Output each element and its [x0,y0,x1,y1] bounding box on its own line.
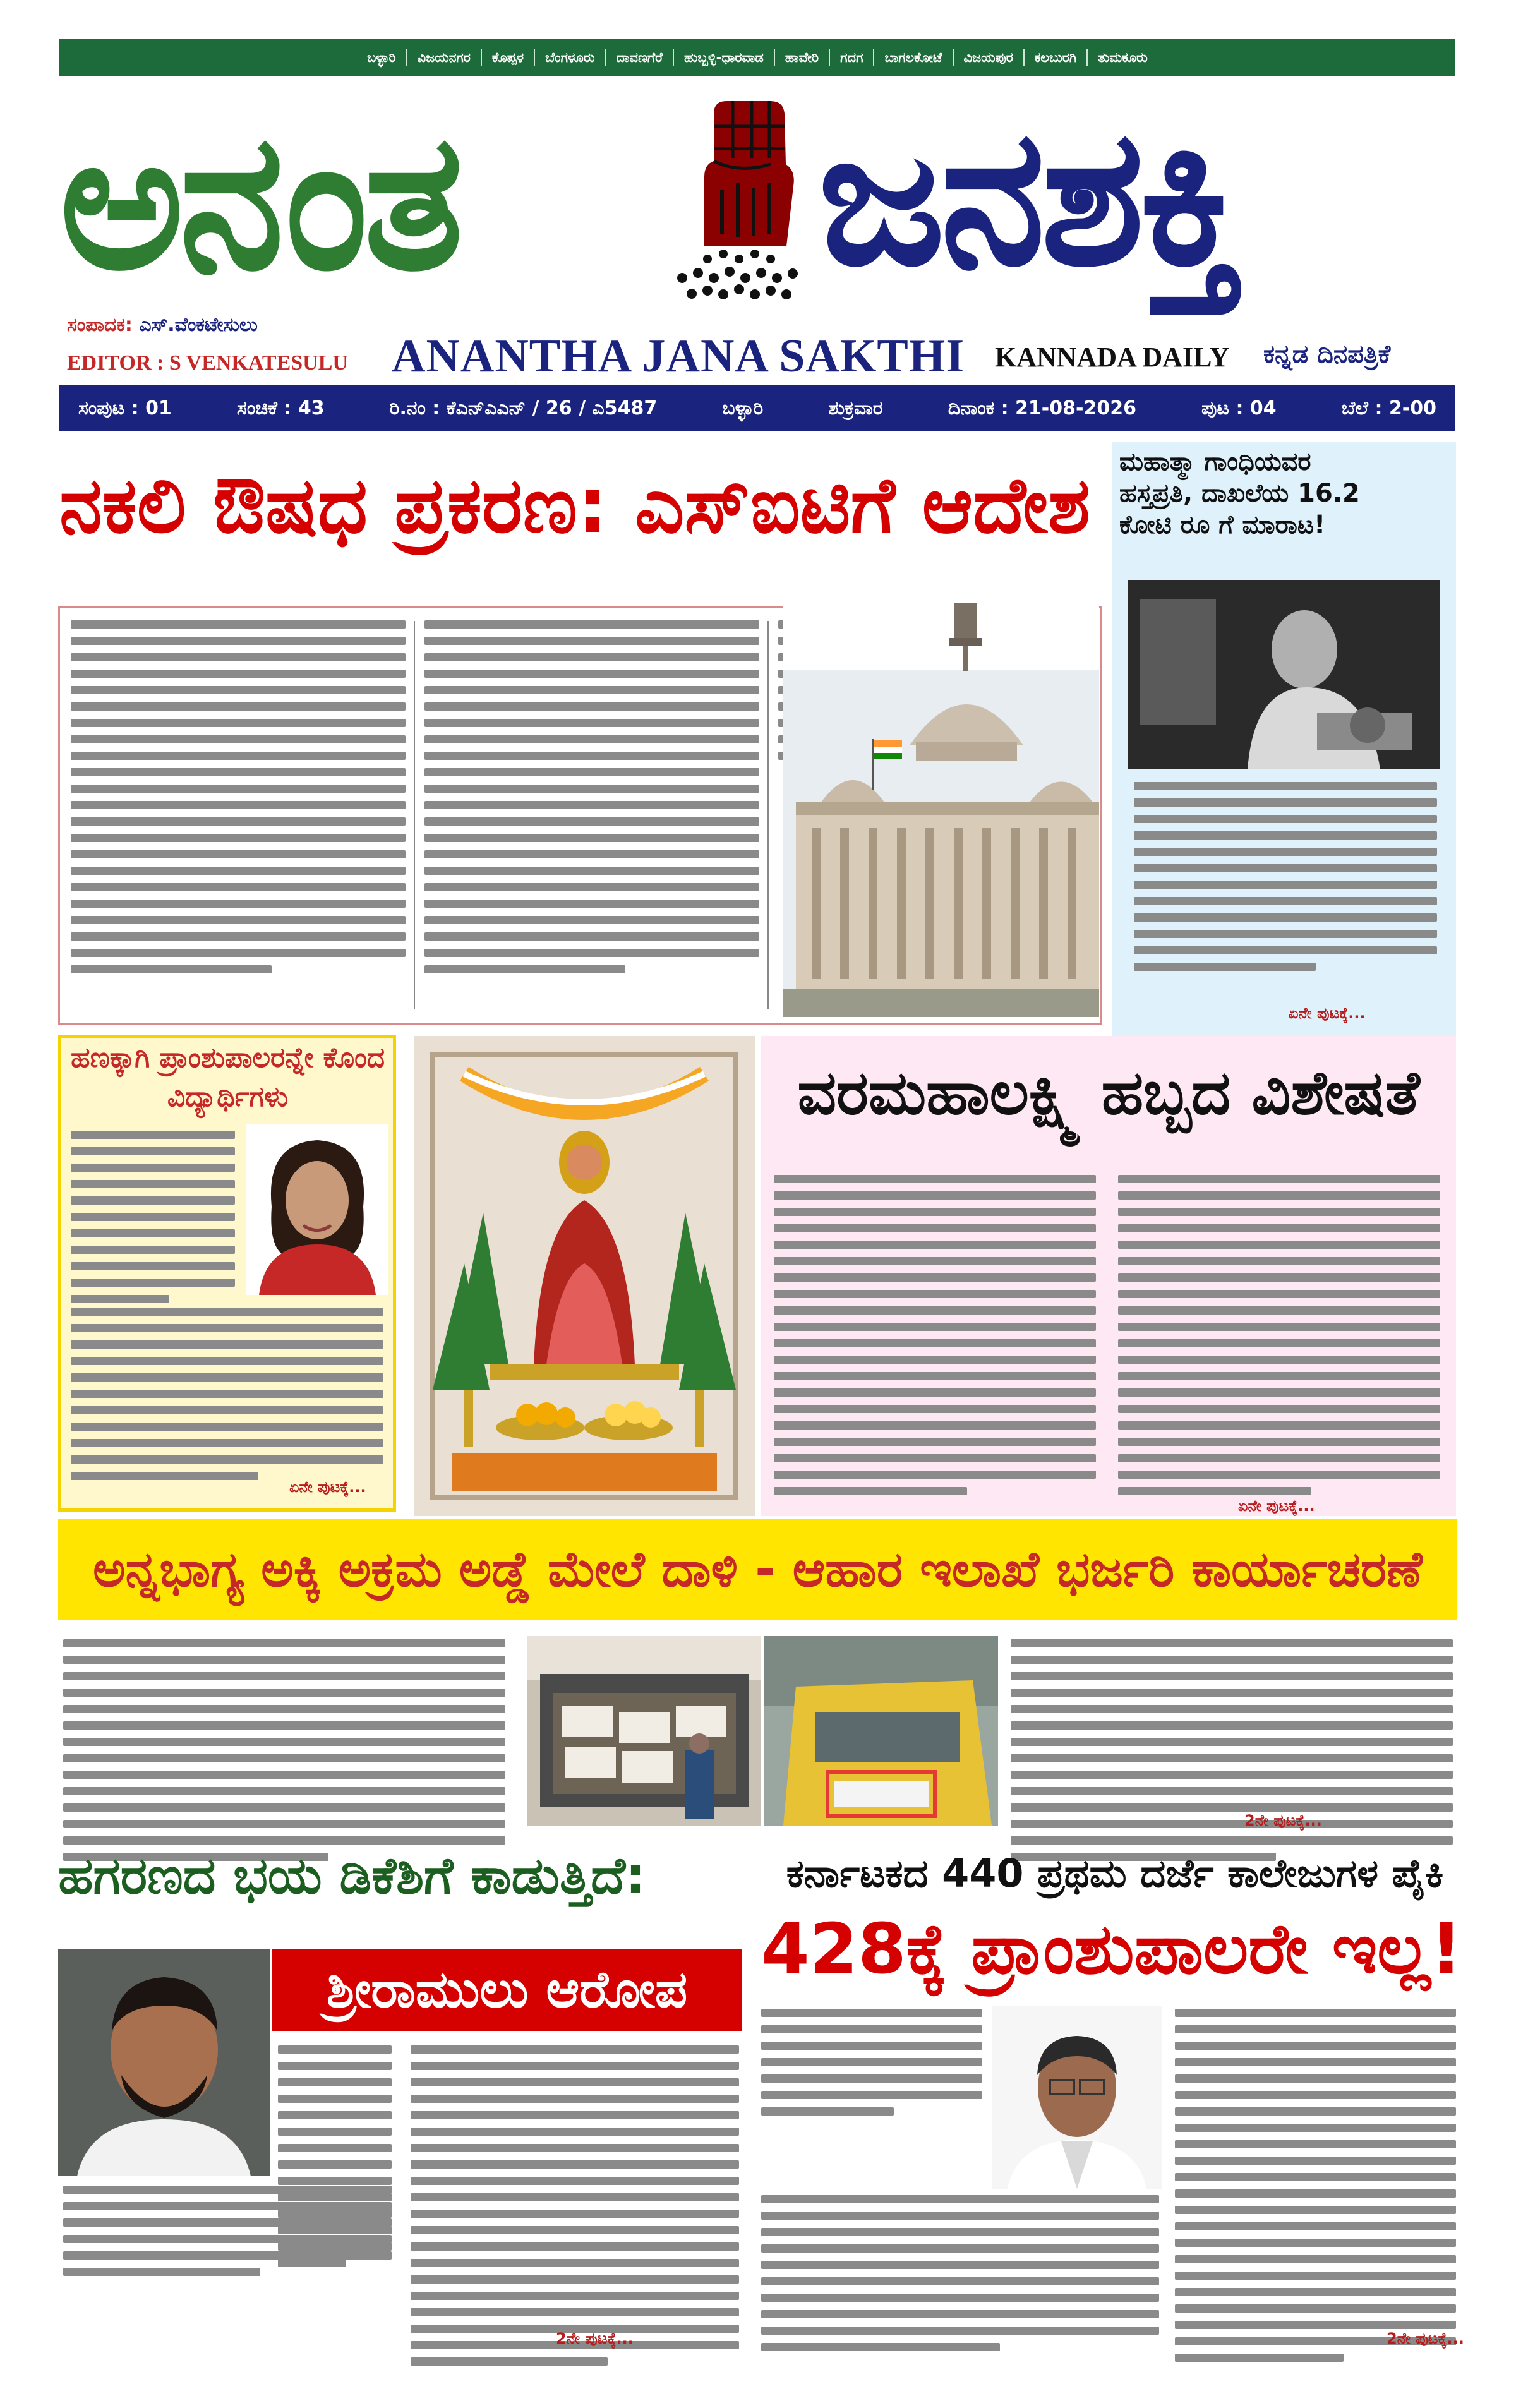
text-line-placeholder [411,2111,739,2119]
text-line-placeholder [761,2025,982,2033]
text-line-placeholder [774,1224,1096,1232]
text-line-placeholder [71,1406,383,1414]
paper-name-english: ANANTHA JANA SAKTHI [392,330,965,382]
text-line-placeholder [1118,1273,1440,1282]
text-line-placeholder [761,2009,982,2017]
gandhi-text [1134,782,1437,971]
colleges-text-col-1-bottom [761,2195,1159,2351]
text-line-placeholder [411,2144,739,2152]
text-line-placeholder [1175,2009,1456,2017]
text-line-placeholder [411,2259,739,2267]
text-line-placeholder [774,1323,1096,1331]
masthead-title-right: ಜನಶಕ್ತಿ [818,87,1239,308]
text-line-placeholder [1175,2173,1456,2181]
district-item: ವಿಜಯಪುರ [954,49,1025,66]
text-line-placeholder [411,2357,608,2366]
place: ಬಳ್ಳಾರಿ [722,397,764,419]
text-line-placeholder [1134,897,1437,905]
text-line-placeholder [71,670,406,678]
text-line-placeholder [1175,2239,1456,2247]
text-line-placeholder [71,1131,235,1139]
text-line-placeholder [411,2275,739,2284]
text-line-placeholder [424,801,759,809]
text-line-placeholder [774,1339,1096,1347]
editor-label: ಸಂಪಾದಕ: [67,314,133,336]
text-line-placeholder [761,2058,982,2066]
text-line-placeholder [1134,913,1437,922]
text-line-placeholder [1175,2255,1456,2263]
text-line-placeholder [71,719,406,727]
murder-continued: ಏನೇ ಪುಟಕ್ಕೆ... [289,1478,366,1496]
text-line-placeholder [71,637,406,645]
principal-photo [246,1124,388,1295]
text-line-placeholder [63,1787,505,1795]
text-line-placeholder [774,1306,1096,1315]
text-line-placeholder [424,719,759,727]
text-line-placeholder [1011,1705,1453,1713]
text-line-placeholder [63,2235,392,2243]
text-line-placeholder [774,1241,1096,1249]
text-line-placeholder [71,1308,383,1316]
text-line-placeholder [411,2160,739,2169]
text-line-placeholder [1118,1356,1440,1364]
text-line-placeholder [71,867,406,875]
text-line-placeholder [1118,1290,1440,1298]
text-line-placeholder [71,1439,383,1447]
district-item: ಹುಬ್ಬಳ್ಳಿ-ಧಾರವಾಡ [674,49,775,66]
text-line-placeholder [71,1180,235,1188]
text-line-placeholder [1175,2222,1456,2230]
text-line-placeholder [1011,1672,1453,1680]
text-line-placeholder [424,768,759,776]
text-line-placeholder [1011,1689,1453,1697]
sriramulu-subhead: ಶ್ರೀರಾಮುಲು ಆರೋಪ [272,1949,742,2031]
text-line-placeholder [761,2310,1159,2318]
text-line-placeholder [278,2177,392,2185]
rice-text-col-2 [1011,1639,1453,1861]
text-line-placeholder [761,2343,1000,2351]
text-line-placeholder [774,1438,1096,1446]
rice-truck-photo [527,1636,761,1826]
text-line-placeholder [278,2095,392,2103]
text-line-placeholder [63,1754,505,1762]
text-line-placeholder [1175,2189,1456,2198]
text-line-placeholder [1134,864,1437,872]
text-line-placeholder [761,2228,1159,2236]
text-line-placeholder [1134,848,1437,856]
text-line-placeholder [71,965,272,973]
text-line-placeholder [1134,815,1437,823]
text-line-placeholder [1011,1787,1453,1795]
text-line-placeholder [71,735,406,743]
text-line-placeholder [411,2045,739,2054]
text-line-placeholder [71,834,406,842]
text-line-placeholder [278,2111,392,2119]
text-line-placeholder [774,1175,1096,1183]
text-line-placeholder [71,801,406,809]
text-line-placeholder [278,2045,392,2054]
text-line-placeholder [1118,1339,1440,1347]
drugs-headline: ನಕಲಿ ಔಷಧ ಪ್ರಕರಣ: ಎಸ್‌ಐಟಿಗೆ ಆದೇಶ [59,461,1090,550]
festival-continued: ಏನೇ ಪುಟಕ್ಕೆ... [1238,1497,1315,1515]
text-line-placeholder [71,1246,235,1254]
text-line-placeholder [1118,1454,1440,1462]
text-line-placeholder [1134,930,1437,938]
text-line-placeholder [71,1279,235,1287]
text-line-placeholder [63,1705,505,1713]
text-line-placeholder [1118,1405,1440,1413]
text-line-placeholder [1175,2091,1456,2099]
dk-text-col-1-bottom [63,2186,392,2276]
text-line-placeholder [278,2078,392,2086]
text-line-placeholder [1118,1388,1440,1397]
festival-text-col-2 [1118,1175,1440,1495]
text-line-placeholder [1118,1421,1440,1430]
drugs-text-col-1 [71,620,406,973]
rice-text-col-1 [63,1639,505,1861]
text-line-placeholder [1118,1175,1440,1183]
text-line-placeholder [1175,2140,1456,2148]
text-line-placeholder [71,785,406,793]
text-line-placeholder [1134,881,1437,889]
text-line-placeholder [71,900,406,908]
district-item: ಕೊಪ್ಪಳ [482,49,535,66]
text-line-placeholder [63,1803,505,1812]
text-line-placeholder [411,2062,739,2070]
registration-number: ರಿ.ನಂ : ಕೆಎನ್‌ಎಎನ್ / 26 / ಎ5487 [389,397,658,419]
vidhana-soudha-image [783,594,1099,1017]
rice-continued: 2ನೇ ಪುಟಕ್ಕೆ... [1244,1812,1322,1829]
column-rule [767,621,769,1009]
pages: ಪುಟ : 04 [1201,397,1277,419]
colleges-headline-line2: 428ಕ್ಕೆ ಪ್ರಾಂಶುಪಾಲರೇ ಇಲ್ಲ! [761,1908,1462,1989]
district-item: ಬಾಗಲಕೋಟೆ [874,49,953,66]
text-line-placeholder [1175,2157,1456,2165]
colleges-continued: 2ನೇ ಪುಟಕ್ಕೆ... [1387,2330,1464,2347]
district-item: ತುಮಕೂರು [1098,50,1148,65]
text-line-placeholder [774,1191,1096,1200]
text-line-placeholder [71,620,406,629]
text-line-placeholder [761,2327,1159,2335]
text-line-placeholder [71,1229,235,1237]
text-line-placeholder [411,2210,739,2218]
masthead-title-left: ಅನಂತ [59,92,459,312]
text-line-placeholder [424,949,759,957]
text-line-placeholder [71,1373,383,1382]
text-line-placeholder [424,785,759,793]
text-line-placeholder [424,735,759,743]
colleges-text-col-2 [1175,2009,1456,2362]
district-item: ಬೆಂಗಳೂರು [535,49,606,66]
rice-vehicle-photo [764,1636,998,1826]
text-line-placeholder [1118,1191,1440,1200]
text-line-placeholder [63,1721,505,1730]
text-line-placeholder [1011,1639,1453,1647]
murder-text-narrow [71,1131,235,1303]
text-line-placeholder [1118,1323,1440,1331]
text-line-placeholder [71,752,406,760]
varamahalakshmi-altar-photo [414,1036,755,1516]
text-line-placeholder [1175,2272,1456,2280]
text-line-placeholder [774,1421,1096,1430]
gandhi-photo [1128,580,1440,769]
text-line-placeholder [424,670,759,678]
text-line-placeholder [411,2292,739,2300]
text-line-placeholder [63,2202,392,2210]
text-line-placeholder [1011,1803,1453,1812]
district-item: ಹಾವೇರಿ [775,49,830,66]
text-line-placeholder [63,2251,392,2260]
text-line-placeholder [774,1257,1096,1265]
text-line-placeholder [774,1471,1096,1479]
text-line-placeholder [71,1196,235,1205]
text-line-placeholder [1118,1306,1440,1315]
text-line-placeholder [761,2091,982,2099]
text-line-placeholder [1011,1771,1453,1779]
murder-text-wide [71,1308,383,1480]
text-line-placeholder [774,1487,967,1495]
text-line-placeholder [1175,2107,1456,2116]
text-line-placeholder [1134,831,1437,840]
kannada-daily-label: KANNADA DAILY [995,342,1230,373]
text-line-placeholder [1175,2074,1456,2083]
text-line-placeholder [1175,2354,1344,2362]
text-line-placeholder [1118,1372,1440,1380]
murder-headline: ಹಣಕ್ಕಾಗಿ ಪ್ರಾಂಶುಪಾಲರನ್ನೇ ಕೊಂದ ವಿದ್ಯಾರ್ಥಿಗಳು [70,1042,385,1113]
text-line-placeholder [774,1273,1096,1282]
text-line-placeholder [424,965,625,973]
text-line-placeholder [71,1295,169,1303]
text-line-placeholder [424,752,759,760]
text-line-placeholder [63,1738,505,1746]
text-line-placeholder [411,2308,739,2316]
text-line-placeholder [71,1262,235,1270]
issue-info-bar [59,385,1455,431]
text-line-placeholder [761,2244,1159,2253]
district-bar [59,39,1455,76]
text-line-placeholder [63,1656,505,1664]
text-line-placeholder [774,1388,1096,1397]
editor-english: EDITOR : S VENKATESULU [67,351,348,375]
text-line-placeholder [411,2128,739,2136]
text-line-placeholder [424,686,759,694]
text-line-placeholder [1118,1257,1440,1265]
text-line-placeholder [774,1290,1096,1298]
text-line-placeholder [1175,2304,1456,2313]
text-line-placeholder [1175,2025,1456,2033]
text-line-placeholder [424,850,759,858]
text-line-placeholder [278,2128,392,2136]
text-line-placeholder [1118,1471,1440,1479]
text-line-placeholder [63,1672,505,1680]
festival-headline: ವರಮಹಾಲಕ್ಷ್ಮಿ ಹಬ್ಬದ ವಿಶೇಷತೆ [797,1057,1420,1128]
district-item: ಬಳ್ಳಾರಿ [357,49,407,66]
text-line-placeholder [1118,1241,1440,1249]
text-line-placeholder [411,2095,739,2103]
text-line-placeholder [774,1356,1096,1364]
text-line-placeholder [71,1423,383,1431]
text-line-placeholder [774,1405,1096,1413]
text-line-placeholder [761,2195,1159,2203]
text-line-placeholder [71,702,406,711]
minister-photo [992,2006,1162,2189]
volume: ಸಂಪುಟ : 01 [78,397,172,419]
text-line-placeholder [411,2078,739,2086]
text-line-placeholder [1118,1487,1311,1495]
text-line-placeholder [411,2242,739,2251]
text-line-placeholder [774,1372,1096,1380]
text-line-placeholder [71,850,406,858]
district-item: ಗದಗ [830,49,874,66]
gandhi-headline-line: ಮಹಾತ್ಮಾ ಗಾಂಧಿಯವರ [1119,447,1311,476]
text-line-placeholder [761,2042,982,2050]
text-line-placeholder [71,686,406,694]
text-line-placeholder [1175,2321,1456,2329]
text-line-placeholder [63,1639,505,1647]
text-line-placeholder [1011,1656,1453,1664]
price: ಬೆಲೆ : 2-00 [1341,397,1436,419]
text-line-placeholder [1118,1438,1440,1446]
text-line-placeholder [1134,798,1437,807]
text-line-placeholder [774,1208,1096,1216]
text-line-placeholder [411,2226,739,2234]
text-line-placeholder [71,1164,235,1172]
text-line-placeholder [71,1147,235,1155]
dinapatrike-label: ಕನ್ನಡ ದಿನಪತ್ರಿಕೆ [1263,340,1391,369]
text-line-placeholder [63,1689,505,1697]
text-line-placeholder [1118,1208,1440,1216]
text-line-placeholder [761,2277,1159,2285]
text-line-placeholder [71,1390,383,1398]
text-line-placeholder [71,916,406,924]
text-line-placeholder [424,883,759,891]
gandhi-headline-line: ಹಸ್ತಪ್ರತಿ, ದಾಖಲೆಯ 16.2 [1119,479,1360,508]
district-item: ವಿಜಯನಗರ [407,49,482,66]
text-line-placeholder [71,1324,383,1332]
dk-text-col-2 [411,2045,739,2366]
text-line-placeholder [278,2062,392,2070]
text-line-placeholder [63,1771,505,1779]
text-line-placeholder [761,2107,894,2116]
text-line-placeholder [1134,963,1316,971]
gandhi-continued: ಏನೇ ಪುಟಕ್ಕೆ... [1289,1004,1366,1022]
text-line-placeholder [424,834,759,842]
editor-kannada [67,314,258,336]
text-line-placeholder [424,932,759,941]
text-line-placeholder [424,916,759,924]
text-line-placeholder [71,1340,383,1349]
text-line-placeholder [1175,2042,1456,2050]
text-line-placeholder [278,2160,392,2169]
text-line-placeholder [71,1472,258,1480]
text-line-placeholder [761,2212,1159,2220]
text-line-placeholder [424,653,759,661]
text-line-placeholder [1175,2288,1456,2296]
editor-name: ಎಸ್.ವೆಂಕಟೇಸುಲು [139,314,258,336]
text-line-placeholder [424,620,759,629]
sriramulu-photo [58,1949,270,2176]
text-line-placeholder [71,1455,383,1464]
text-line-placeholder [1011,1754,1453,1762]
text-line-placeholder [63,2218,392,2227]
text-line-placeholder [411,2193,739,2201]
text-line-placeholder [71,817,406,826]
text-line-placeholder [1134,946,1437,954]
text-line-placeholder [71,1213,235,1221]
column-rule [414,621,415,1009]
festival-text-col-1 [774,1175,1096,1495]
text-line-placeholder [424,817,759,826]
text-line-placeholder [63,2186,392,2194]
text-line-placeholder [1134,782,1437,790]
date: ದಿನಾಂಕ : 21-08-2026 [948,397,1136,419]
text-line-placeholder [71,932,406,941]
text-line-placeholder [71,949,406,957]
issue: ಸಂಚಿಕೆ : 43 [236,397,325,419]
day: ಶುಕ್ರವಾರ [828,397,883,419]
text-line-placeholder [71,653,406,661]
text-line-placeholder [761,2294,1159,2302]
text-line-placeholder [424,637,759,645]
text-line-placeholder [1175,2058,1456,2066]
text-line-placeholder [424,867,759,875]
district-item: ಕಲಬುರಗಿ [1025,49,1088,66]
text-line-placeholder [1175,2206,1456,2214]
text-line-placeholder [1175,2124,1456,2132]
text-line-placeholder [1011,1820,1453,1828]
dk-continued: 2ನೇ ಪುಟಕ್ಕೆ... [556,2330,634,2347]
text-line-placeholder [63,1820,505,1828]
rice-headline: ಅನ್ನಭಾಗ್ಯ ಅಕ್ಕಿ ಅಕ್ರಮ ಅಡ್ಡೆ ಮೇಲೆ ದಾಳಿ - ಆಹಾರ ಇಲಾಖೆ ಭರ್ಜರಿ ಕಾರ್ಯಾಚರಣೆ [93,1541,1423,1598]
text-line-placeholder [761,2074,982,2083]
text-line-placeholder [411,2177,739,2185]
dk-headline: ಹಗರಣದ ಭಯ ಡಿಕೆಶಿಗೆ ಕಾಡುತ್ತಿದೆ: [58,1846,646,1905]
district-item: ದಾವಣಗೆರೆ [606,49,675,66]
text-line-placeholder [1118,1224,1440,1232]
text-line-placeholder [424,900,759,908]
text-line-placeholder [71,1357,383,1365]
text-line-placeholder [278,2144,392,2152]
raised-fist-logo [644,88,834,303]
colleges-text-col-1-top [761,2009,982,2116]
text-line-placeholder [761,2261,1159,2269]
text-line-placeholder [424,702,759,711]
text-line-placeholder [1011,1738,1453,1746]
gandhi-headline-line: ಕೋಟಿ ರೂ ಗೆ ಮಾರಾಟ! [1119,510,1326,539]
text-line-placeholder [71,883,406,891]
text-line-placeholder [774,1454,1096,1462]
gandhi-headline [1119,446,1448,541]
colleges-headline-line1: ಕರ್ನಾಟಕದ 440 ಪ್ರಥಮ ದರ್ಜೆ ಕಾಲೇಜುಗಳ ಪೈಕಿ [786,1850,1444,1896]
text-line-placeholder [1011,1721,1453,1730]
drugs-text-col-2 [424,620,759,973]
text-line-placeholder [71,768,406,776]
text-line-placeholder [63,2268,260,2276]
